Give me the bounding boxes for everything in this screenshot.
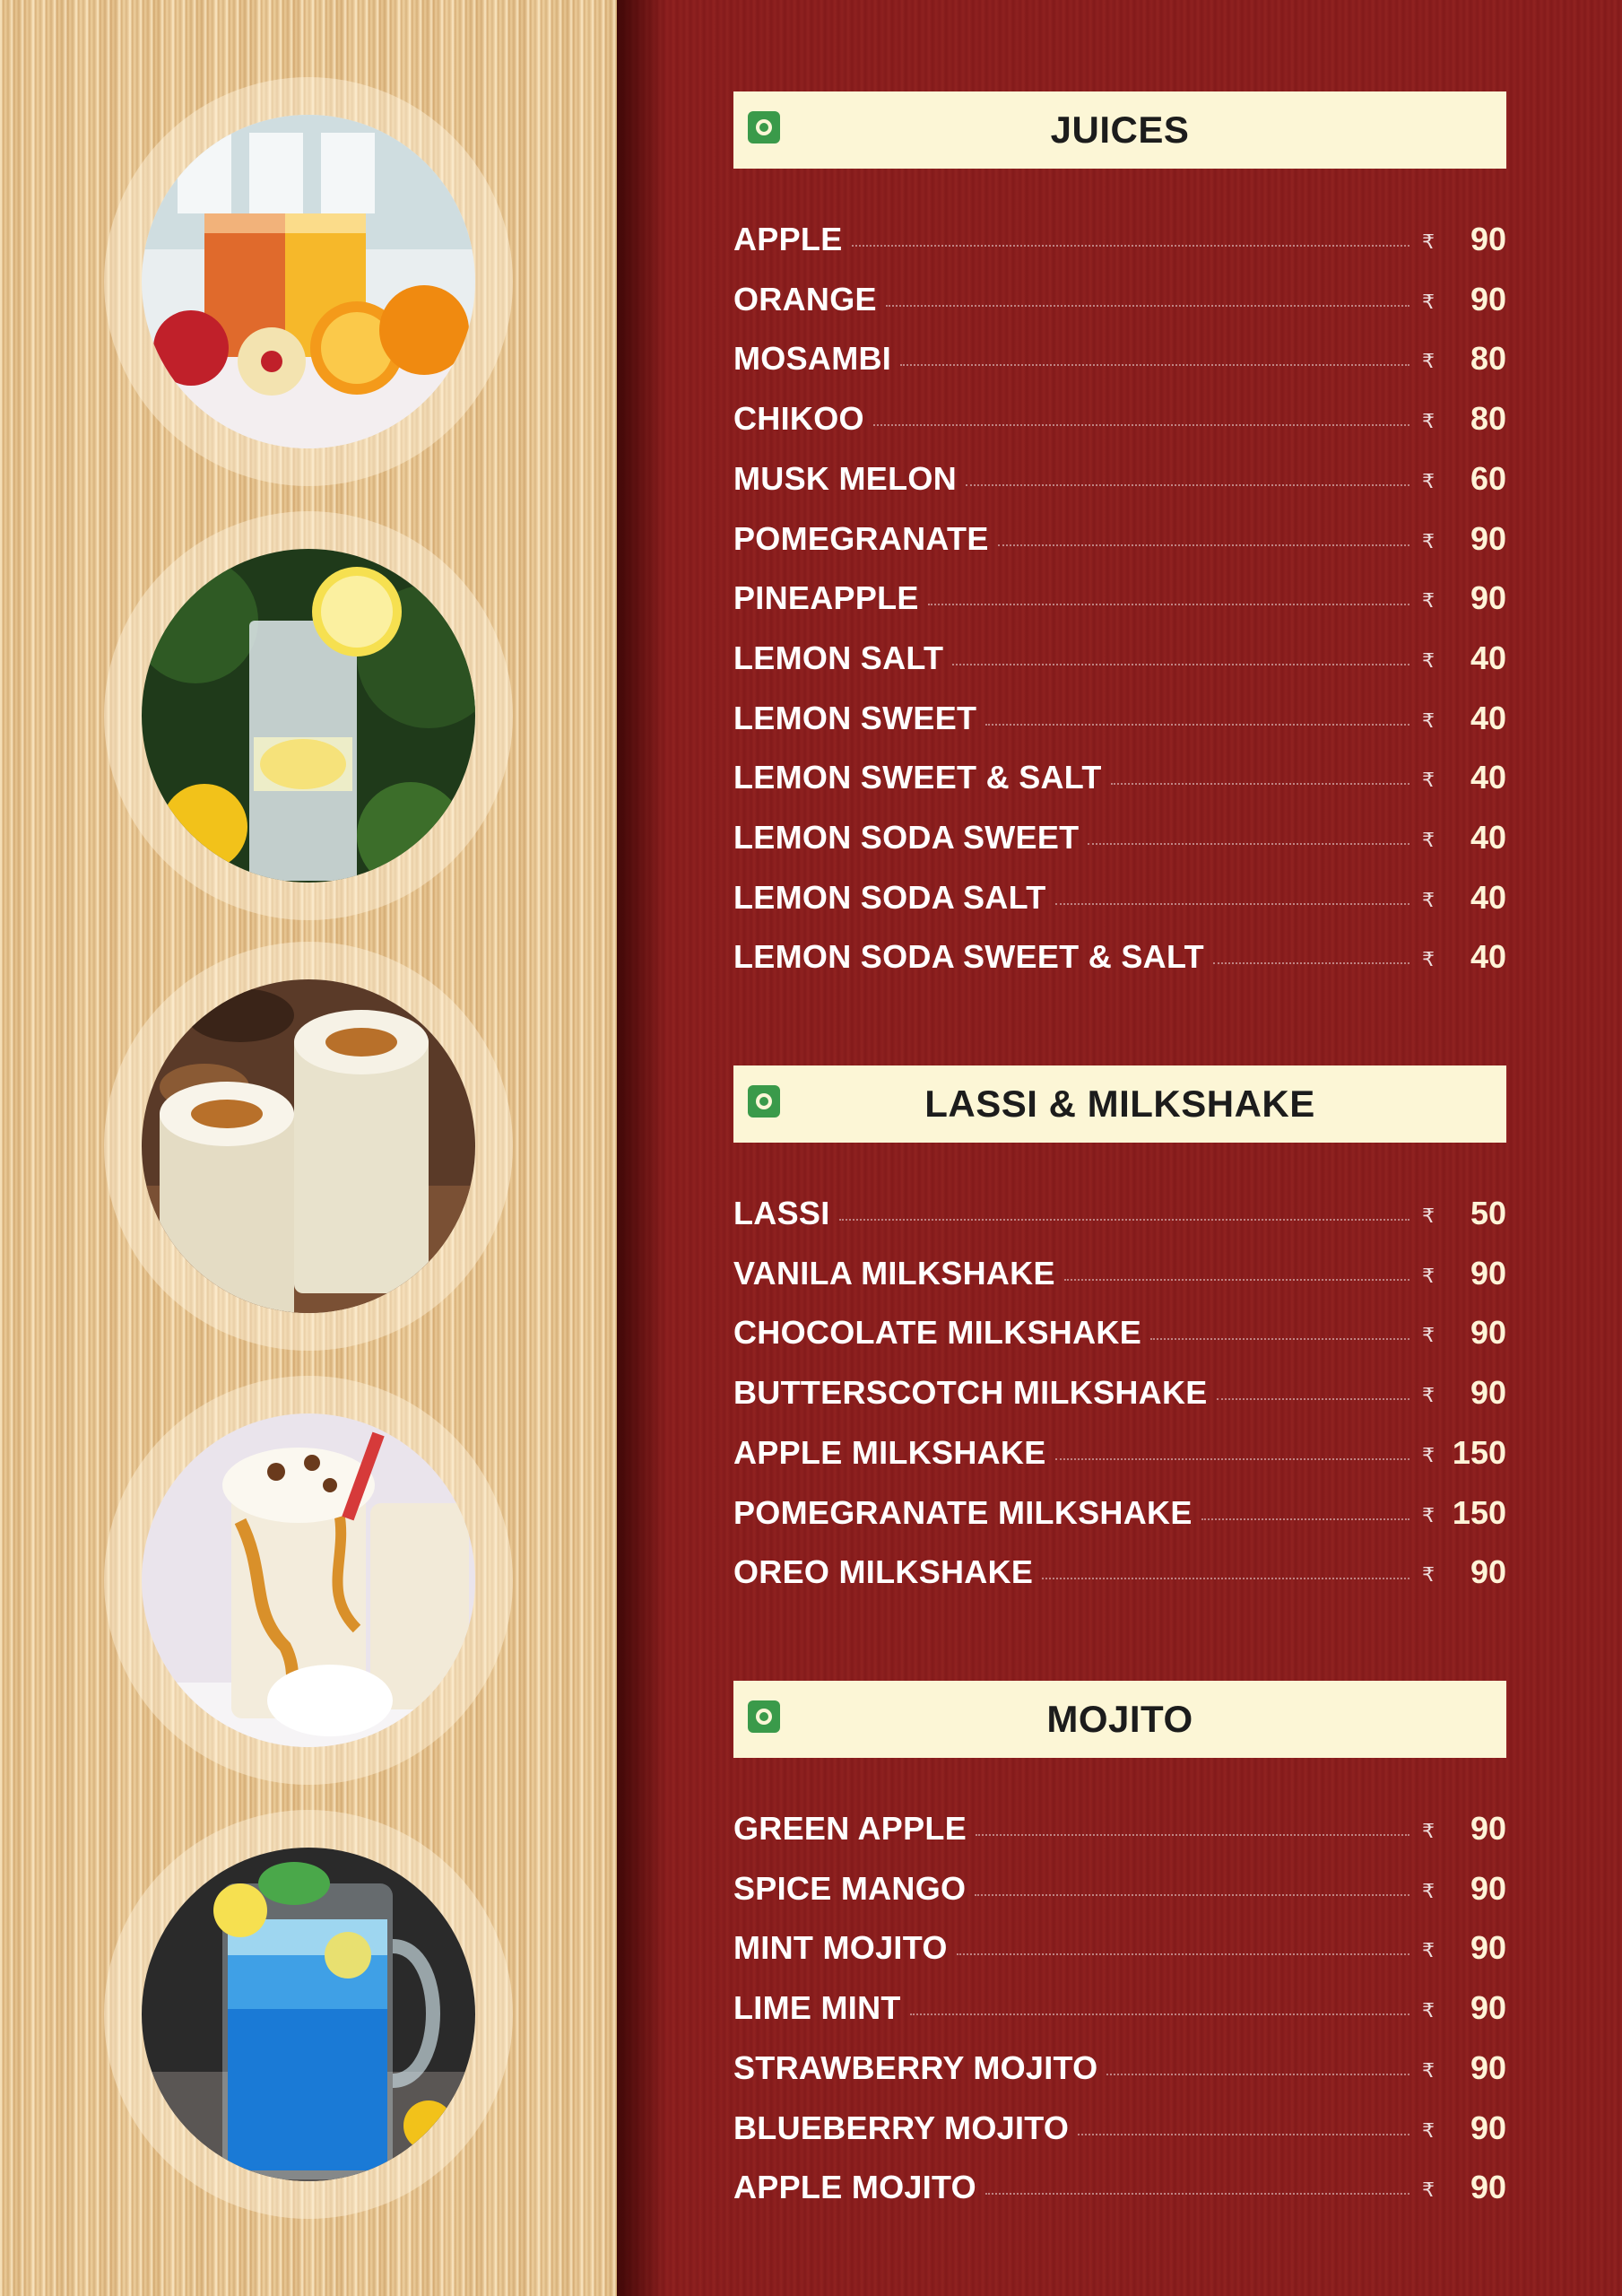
menu-item-price: 90 <box>1470 281 1506 317</box>
menu-item-name: SPICE MANGO <box>733 1870 967 1907</box>
menu-item-name: APPLE MILKSHAKE <box>733 1434 1046 1471</box>
wood-side-panel <box>0 0 617 2296</box>
rupee-icon: ₹ <box>1422 1324 1435 1346</box>
menu-item-price: 90 <box>1470 579 1506 616</box>
menu-item-name: LIME MINT <box>733 1989 901 2026</box>
menu-item-price: 40 <box>1470 938 1506 975</box>
menu-item-price: 80 <box>1470 400 1506 437</box>
menu-item-name: CHIKOO <box>733 400 864 437</box>
menu-item <box>733 639 1506 684</box>
menu-item-price: 90 <box>1470 2169 1506 2205</box>
menu-item <box>733 1810 1506 1855</box>
menu-item-price: 150 <box>1452 1494 1506 1531</box>
menu-item-name: LEMON SWEET & SALT <box>733 759 1102 796</box>
menu-item <box>733 221 1506 265</box>
menu-item <box>733 1434 1506 1479</box>
rupee-icon: ₹ <box>1422 1205 1435 1227</box>
rupee-icon: ₹ <box>1422 1880 1435 1902</box>
menu-item <box>733 2109 1506 2154</box>
dot-leader <box>839 1219 1409 1221</box>
menu-item-name: LASSI <box>733 1195 830 1231</box>
menu-item <box>733 1195 1506 1239</box>
menu-item <box>733 1314 1506 1359</box>
menu-item-price: 40 <box>1470 879 1506 916</box>
menu-item <box>733 2049 1506 2094</box>
rupee-icon: ₹ <box>1422 470 1435 492</box>
menu-item <box>733 2169 1506 2213</box>
menu-item <box>733 759 1506 804</box>
menu-item-name: APPLE <box>733 221 843 257</box>
rupee-icon: ₹ <box>1422 829 1435 851</box>
menu-item-name: OREO MILKSHAKE <box>733 1553 1034 1590</box>
menu-item-name: ORANGE <box>733 281 877 317</box>
menu-item-price: 40 <box>1470 759 1506 796</box>
section-header <box>733 1065 1506 1143</box>
menu-item-name: LEMON SODA SWEET <box>733 819 1080 856</box>
rupee-icon: ₹ <box>1422 1563 1435 1586</box>
menu-item-price: 80 <box>1470 340 1506 377</box>
dot-leader <box>1055 1458 1409 1460</box>
menu-item-name: PINEAPPLE <box>733 579 919 616</box>
rupee-icon: ₹ <box>1422 1939 1435 1961</box>
menu-item-name: VANILA MILKSHAKE <box>733 1255 1055 1292</box>
menu-item-price: 90 <box>1470 221 1506 257</box>
menu-item <box>733 1929 1506 1974</box>
dot-leader <box>1150 1338 1409 1340</box>
menu-item-price: 50 <box>1470 1195 1506 1231</box>
rupee-icon: ₹ <box>1422 1444 1435 1466</box>
menu-item-name: LEMON SWEET <box>733 700 977 736</box>
rupee-icon: ₹ <box>1422 230 1435 253</box>
menu-item-price: 40 <box>1470 700 1506 736</box>
dot-leader <box>1201 1518 1409 1520</box>
rupee-icon: ₹ <box>1422 1384 1435 1406</box>
menu-item <box>733 879 1506 924</box>
menu-item <box>733 400 1506 445</box>
dot-leader <box>985 2193 1409 2195</box>
menu-item <box>733 579 1506 624</box>
dot-leader <box>966 484 1409 486</box>
mojito-photo <box>142 1848 475 2181</box>
dot-leader <box>1078 2134 1409 2135</box>
rupee-icon: ₹ <box>1422 1265 1435 1287</box>
menu-item-price: 90 <box>1470 1255 1506 1292</box>
menu-item-name: BLUEBERRY MOJITO <box>733 2109 1070 2146</box>
dot-leader <box>910 2013 1409 2015</box>
rupee-icon: ₹ <box>1422 410 1435 432</box>
menu-item <box>733 938 1506 983</box>
menu-item-name: CHOCOLATE MILKSHAKE <box>733 1314 1142 1351</box>
menu-item <box>733 340 1506 385</box>
rupee-icon: ₹ <box>1422 709 1435 732</box>
menu-item-name: APPLE MOJITO <box>733 2169 976 2205</box>
dot-leader <box>900 364 1409 366</box>
rupee-icon: ₹ <box>1422 350 1435 372</box>
menu-item-name: LEMON SODA SALT <box>733 879 1046 916</box>
rupee-icon: ₹ <box>1422 530 1435 552</box>
dot-leader <box>852 245 1409 247</box>
rupee-icon: ₹ <box>1422 1999 1435 2022</box>
menu-item-name: POMEGRANATE <box>733 520 989 557</box>
lemon-soda-photo <box>142 549 475 883</box>
dot-leader <box>1088 843 1409 845</box>
menu-item-price: 90 <box>1470 2049 1506 2086</box>
menu-item-price: 90 <box>1470 1553 1506 1590</box>
menu-item-price: 90 <box>1470 1870 1506 1907</box>
section-header <box>733 91 1506 169</box>
menu-item-name: MUSK MELON <box>733 460 957 497</box>
menu-item-price: 90 <box>1470 2109 1506 2146</box>
menu-item-price: 90 <box>1470 1810 1506 1847</box>
rupee-icon: ₹ <box>1422 1820 1435 1842</box>
dot-leader <box>952 664 1409 665</box>
dot-leader <box>975 1894 1409 1896</box>
menu-item-price: 90 <box>1470 1929 1506 1966</box>
menu-item-name: GREEN APPLE <box>733 1810 967 1847</box>
menu-item-price: 90 <box>1470 1374 1506 1411</box>
menu-item-price: 90 <box>1470 1314 1506 1351</box>
rupee-icon: ₹ <box>1422 1504 1435 1526</box>
dot-leader <box>1217 1398 1409 1400</box>
menu-item <box>733 1255 1506 1300</box>
rupee-icon: ₹ <box>1422 2059 1435 2082</box>
dot-leader <box>957 1953 1409 1955</box>
dot-leader <box>1042 1578 1409 1579</box>
menu-item <box>733 281 1506 326</box>
menu-item-name: LEMON SODA SWEET & SALT <box>733 938 1204 975</box>
menu-item-name: POMEGRANATE MILKSHAKE <box>733 1494 1193 1531</box>
menu-item <box>733 1494 1506 1539</box>
menu-item-price: 150 <box>1452 1434 1506 1471</box>
section-title: JUICES <box>1050 109 1190 151</box>
menu-item-price: 90 <box>1470 1989 1506 2026</box>
menu-item-price: 40 <box>1470 819 1506 856</box>
lassi-photo <box>142 979 475 1313</box>
menu-item-name: LEMON SALT <box>733 639 944 676</box>
menu-item-name: BUTTERSCOTCH MILKSHAKE <box>733 1374 1208 1411</box>
rupee-icon: ₹ <box>1422 769 1435 791</box>
dot-leader <box>1055 903 1410 905</box>
menu-item-price: 60 <box>1470 460 1506 497</box>
dot-leader <box>928 604 1409 605</box>
menu-item-name: MINT MOJITO <box>733 1929 948 1966</box>
menu-item-name: MOSAMBI <box>733 340 892 377</box>
dot-leader <box>1111 783 1409 785</box>
rupee-icon: ₹ <box>1422 2119 1435 2142</box>
dot-leader <box>1106 2074 1409 2075</box>
menu-item <box>733 520 1506 565</box>
rupee-icon: ₹ <box>1422 291 1435 313</box>
menu-item <box>733 700 1506 744</box>
dot-leader <box>985 724 1409 726</box>
dot-leader <box>1064 1279 1409 1281</box>
menu-item <box>733 1870 1506 1915</box>
milkshake-photo <box>142 1413 475 1747</box>
menu-item-price: 40 <box>1470 639 1506 676</box>
rupee-icon: ₹ <box>1422 649 1435 672</box>
rupee-icon: ₹ <box>1422 889 1435 911</box>
menu-item-name: STRAWBERRY MOJITO <box>733 2049 1098 2086</box>
menu-item <box>733 460 1506 505</box>
menu-item <box>733 1374 1506 1419</box>
rupee-icon: ₹ <box>1422 2179 1435 2201</box>
dot-leader <box>998 544 1409 546</box>
rupee-icon: ₹ <box>1422 948 1435 970</box>
dot-leader <box>1213 962 1409 964</box>
dot-leader <box>886 305 1409 307</box>
section-header <box>733 1681 1506 1758</box>
section-title: MOJITO <box>1046 1698 1193 1740</box>
dot-leader <box>976 1834 1409 1836</box>
rupee-icon: ₹ <box>1422 589 1435 612</box>
dot-leader <box>873 424 1409 426</box>
menu-item-price: 90 <box>1470 520 1506 557</box>
menu-item <box>733 1989 1506 2034</box>
section-title: LASSI & MILKSHAKE <box>924 1083 1315 1125</box>
menu-item <box>733 819 1506 864</box>
menu-item <box>733 1553 1506 1598</box>
orange-juice-photo <box>142 115 475 448</box>
